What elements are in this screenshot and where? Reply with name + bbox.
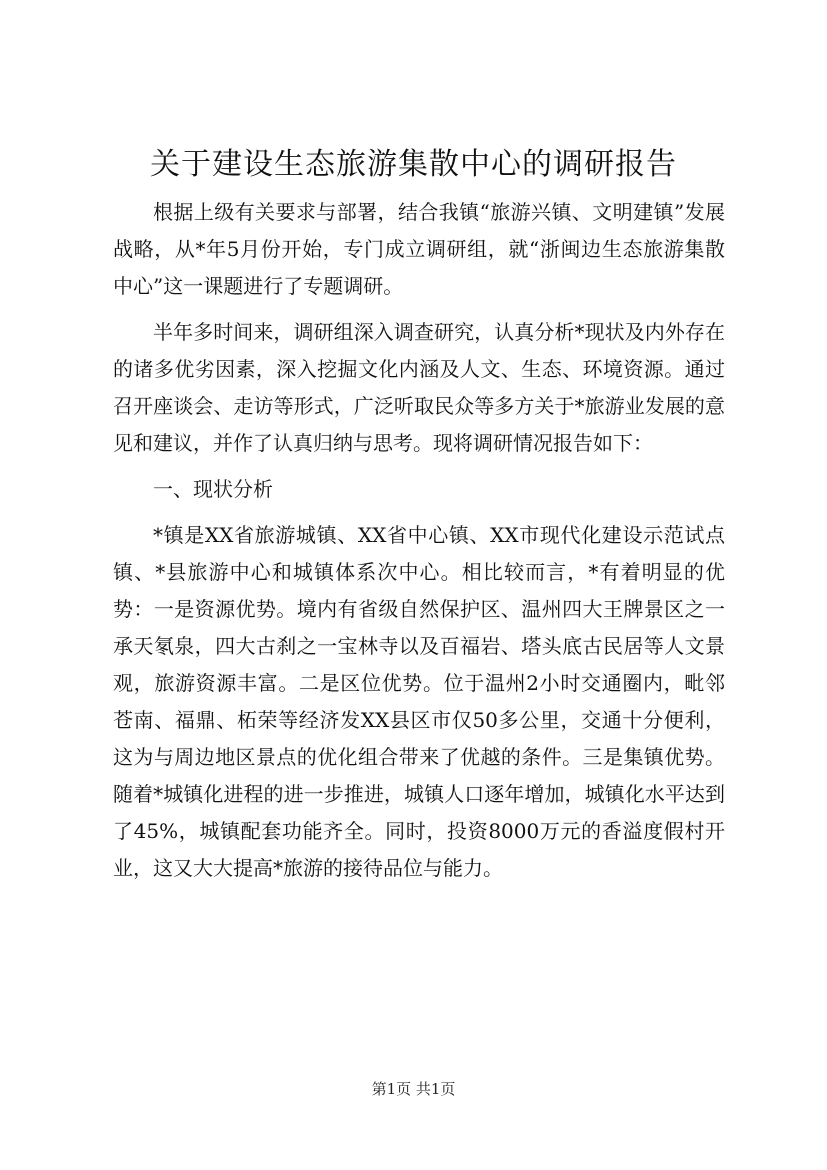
overview-paragraph: 半年多时间来，调研组深入调查研究，认真分析*现状及内外存在的诸多优劣因素，深入挖掘文化内涵及人文、生态、环境资源。通过召开座谈会、走访等形式，广泛听取民众等多方关于*旅游业发展的意见和建议，并作了认真归纳与思考。现将调研情况报告如下：	[113, 320, 725, 455]
intro-paragraph: 根据上级有关要求与部署，结合我镇“旅游兴镇、文明建镇”发展战略，从*年5月份开始，专门成立调研组，就“浙闽边生态旅游集散中心”这一课题进行了专题调研。	[113, 200, 725, 298]
document-title: 关于建设生态旅游集散中心的调研报告	[150, 147, 677, 182]
section-paragraph: *镇是XX省旅游城镇、XX省中心镇、XX市现代化建设示范试点镇、*县旅游中心和城镇体系次中心。相比较而言，*有着明显的优势：一是资源优势。境内有省级自然保护区、温州四大王牌景区之一承天氡泉，四大古刹之一宝林寺以及百福岩、塔头底古民居等人文景观，旅游资源丰富。二是区位优势。位于温州2小时交通圈内，毗邻苍南、福鼎、柘荣等经济发XX县区市仅50多公里，交通十分便利，这为与周边地区景点的优化组合带来了优越的条件。三是集镇优势。随着*城镇化进程的进一步推进，城镇人口逐年增加，城镇化水平达到了45%，城镇配套功能齐全。同时，投资8000万元的香溢度假村开业，这又大大提高*旅游的接待品位与能力。	[113, 523, 725, 880]
page-number-footer: 第1页 共1页	[371, 1080, 456, 1098]
document-body	[113, 194, 725, 896]
section-heading: 一、现状分析	[153, 477, 273, 501]
